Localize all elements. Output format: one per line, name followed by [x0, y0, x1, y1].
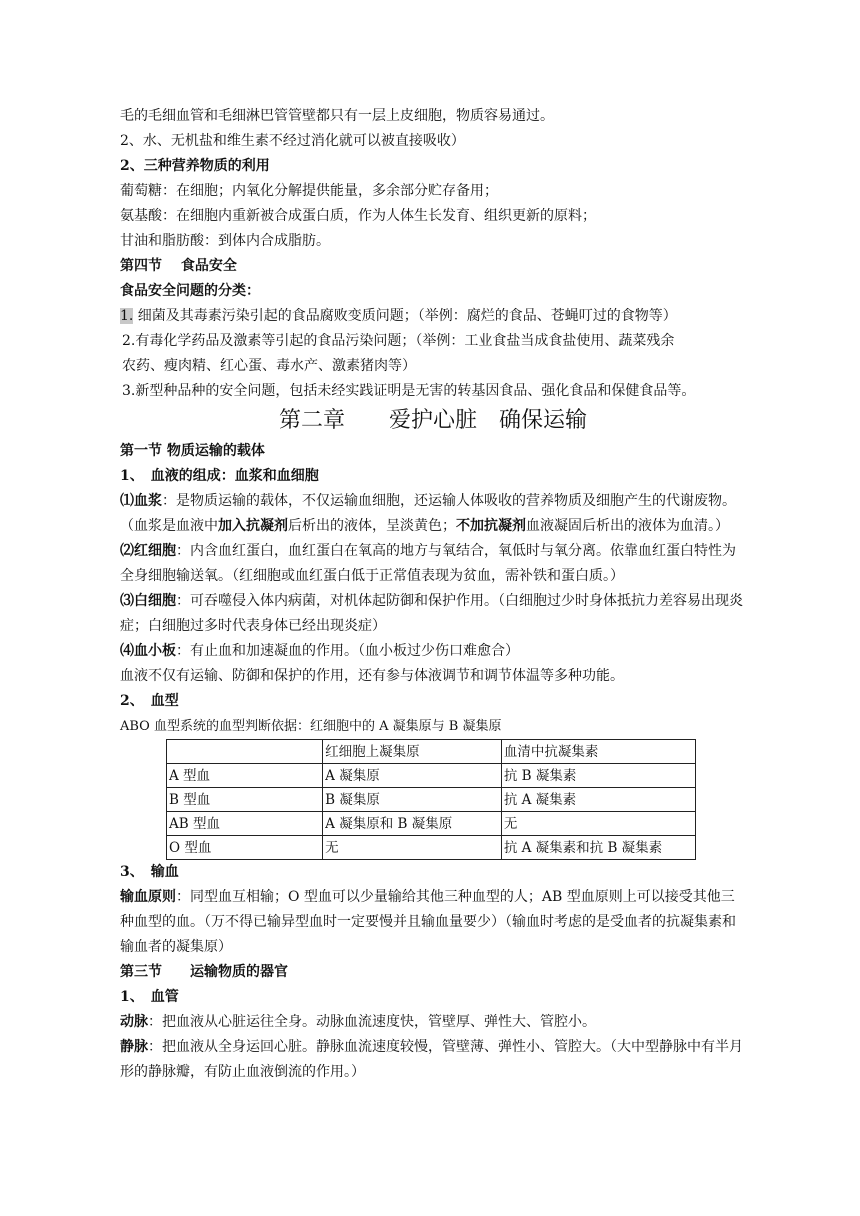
table-cell: B 凝集原: [323, 788, 502, 812]
table-cell: 抗 A 凝集素: [501, 788, 695, 812]
table-row: [167, 836, 696, 860]
table-header-cell: [167, 740, 323, 764]
food-safety-heading: 食品安全问题的分类：: [120, 283, 260, 299]
wbc-label: ⑶白细胞: [120, 593, 176, 609]
vein-paragraph: [120, 1035, 746, 1085]
plasma-text-a: ：是物质运输的载体，不仅运输血细胞，还运输人体吸收的营养物质及细胞产生的代谢废物。（血浆是血液中: [120, 493, 736, 534]
table-cell: 抗 B 凝集素: [501, 764, 695, 788]
wbc-paragraph: [120, 589, 746, 639]
transfusion-label: 输血原则: [120, 889, 176, 905]
food-safety-item-3: 3.新型种品种的安全问题，包括未经实践证明是无害的转基因食品、强化食品和保健食品等。: [122, 383, 696, 399]
blood-function-summary: 血液不仅有运输、防御和保护的作用，还有参与体液调节和调节体温等多种功能。: [120, 668, 624, 684]
blood-type-table: [166, 739, 696, 860]
blood-type-heading: 2、 血型: [120, 693, 179, 709]
table-row: [167, 788, 696, 812]
rbc-text: ：内含血红蛋白，血红蛋白在氧高的地方与氧结合，氧低时与氧分离。依靠血红蛋白特性为全身细胞输送氧。（红细胞或血红蛋白低于正常值表现为贫血，需补铁和蛋白质。）: [120, 543, 736, 584]
nutrient-glycerol: 甘油和脂肪酸：到体内合成脂肪。: [120, 233, 330, 249]
table-cell: AB 型血: [167, 812, 323, 836]
plasma-text-c: 血液凝固后析出的液体为血清。）: [526, 518, 729, 534]
table-cell: 无: [501, 812, 695, 836]
artery-paragraph: [120, 1010, 746, 1035]
item-1-text: 细菌及其毒素污染引起的食品腐败变质问题；（举例：腐烂的食品、苍蝇叮过的食物等）: [133, 308, 677, 324]
artery-label: 动脉: [120, 1014, 148, 1030]
table-row: [167, 764, 696, 788]
food-safety-section-title: 第四节 食品安全: [120, 258, 237, 274]
table-cell: B 型血: [167, 788, 323, 812]
intro-line-2: 2、水、无机盐和维生素不经过消化就可以被直接吸收）: [120, 133, 465, 149]
table-cell: O 型血: [167, 836, 323, 860]
transfusion-text: ：同型血互相输；O 型血可以少量输给其他三种血型的人；AB 型血原则上可以接受其他三种血型的血。（万不得已输异型血时一定要慢并且输血量要少）（输血时考虑的是受血者的抗凝集素和输血者的凝集原）: [120, 889, 736, 955]
table-header-cell: 血清中抗凝集素: [501, 740, 695, 764]
plasma-bold-2: 不加抗凝剂: [456, 518, 526, 534]
food-safety-item-1: [120, 304, 746, 329]
transfusion-paragraph: [120, 885, 746, 960]
abo-intro: ABO 血型系统的血型判断依据：红细胞中的 A 凝集原与 B 凝集原: [120, 719, 502, 734]
plasma-label: ⑴血浆: [120, 493, 162, 509]
document-page: [120, 104, 746, 1085]
blood-composition-heading: 1、 血液的组成：血浆和血细胞: [120, 468, 319, 484]
plasma-paragraph: [120, 489, 746, 539]
platelet-text: ：有止血和加速凝血的作用。（血小板过少伤口难愈合）: [176, 643, 519, 659]
food-safety-item-2: 2.有毒化学药品及激素等引起的食品污染问题；（举例：工业食盐当成食盐使用、蔬菜残余: [122, 333, 675, 349]
section-3-title: 第三节 运输物质的器官: [120, 964, 288, 980]
table-header-cell: 红细胞上凝集原: [323, 740, 502, 764]
section-1-title: 第一节 物质运输的载体: [120, 443, 265, 459]
table-cell: A 凝集原: [323, 764, 502, 788]
table-header-row: [167, 740, 696, 764]
table-row: [167, 812, 696, 836]
rbc-paragraph: [120, 539, 746, 589]
wbc-text: ：可吞噬侵入体内病菌，对机体起防御和保护作用。（白细胞过少时身体抵抗力差容易出现炎症；白细胞过多时代表身体已经出现炎症）: [120, 593, 743, 634]
rbc-label: ⑵红细胞: [120, 543, 176, 559]
nutrient-amino-acid: 氨基酸：在细胞内重新被合成蛋白质，作为人体生长发育、组织更新的原料；: [120, 208, 596, 224]
food-safety-item-2-cont: 农药、瘦肉精、红心蛋、毒水产、激素猪肉等）: [122, 358, 416, 374]
table-cell: 无: [323, 836, 502, 860]
blood-vessel-heading: 1、 血管: [120, 989, 179, 1005]
artery-text: ：把血液从心脏运往全身。动脉血流速度快，管壁厚、弹性大、管腔小。: [148, 1014, 596, 1030]
plasma-bold-1: 加入抗凝剂: [218, 518, 288, 534]
vein-label: 静脉: [120, 1039, 148, 1055]
platelet-paragraph: [120, 639, 746, 664]
plasma-text-b: 后析出的液体，呈淡黄色；: [288, 518, 456, 534]
nutrients-heading: 2、三种营养物质的利用: [120, 158, 270, 174]
vein-text: ：把血液从全身运回心脏。静脉血流速度较慢，管壁薄、弹性小、管腔大。（大中型静脉中有半月形的静脉瓣，有防止血液倒流的作用。）: [120, 1039, 743, 1080]
table-cell: A 型血: [167, 764, 323, 788]
transfusion-heading: 3、 输血: [120, 864, 179, 880]
table-cell: A 凝集原和 B 凝集原: [323, 812, 502, 836]
chapter-2-title: 第二章 爱护心脏 确保运输: [278, 408, 587, 433]
item-1-number: 1.: [120, 308, 134, 324]
platelet-label: ⑷血小板: [120, 643, 176, 659]
table-cell: 抗 A 凝集素和抗 B 凝集素: [501, 836, 695, 860]
intro-line-1: 毛的毛细血管和毛细淋巴管管壁都只有一层上皮细胞，物质容易通过。: [120, 108, 554, 124]
nutrient-glucose: 葡萄糖：在细胞；内氧化分解提供能量，多余部分贮存备用；: [120, 183, 498, 199]
